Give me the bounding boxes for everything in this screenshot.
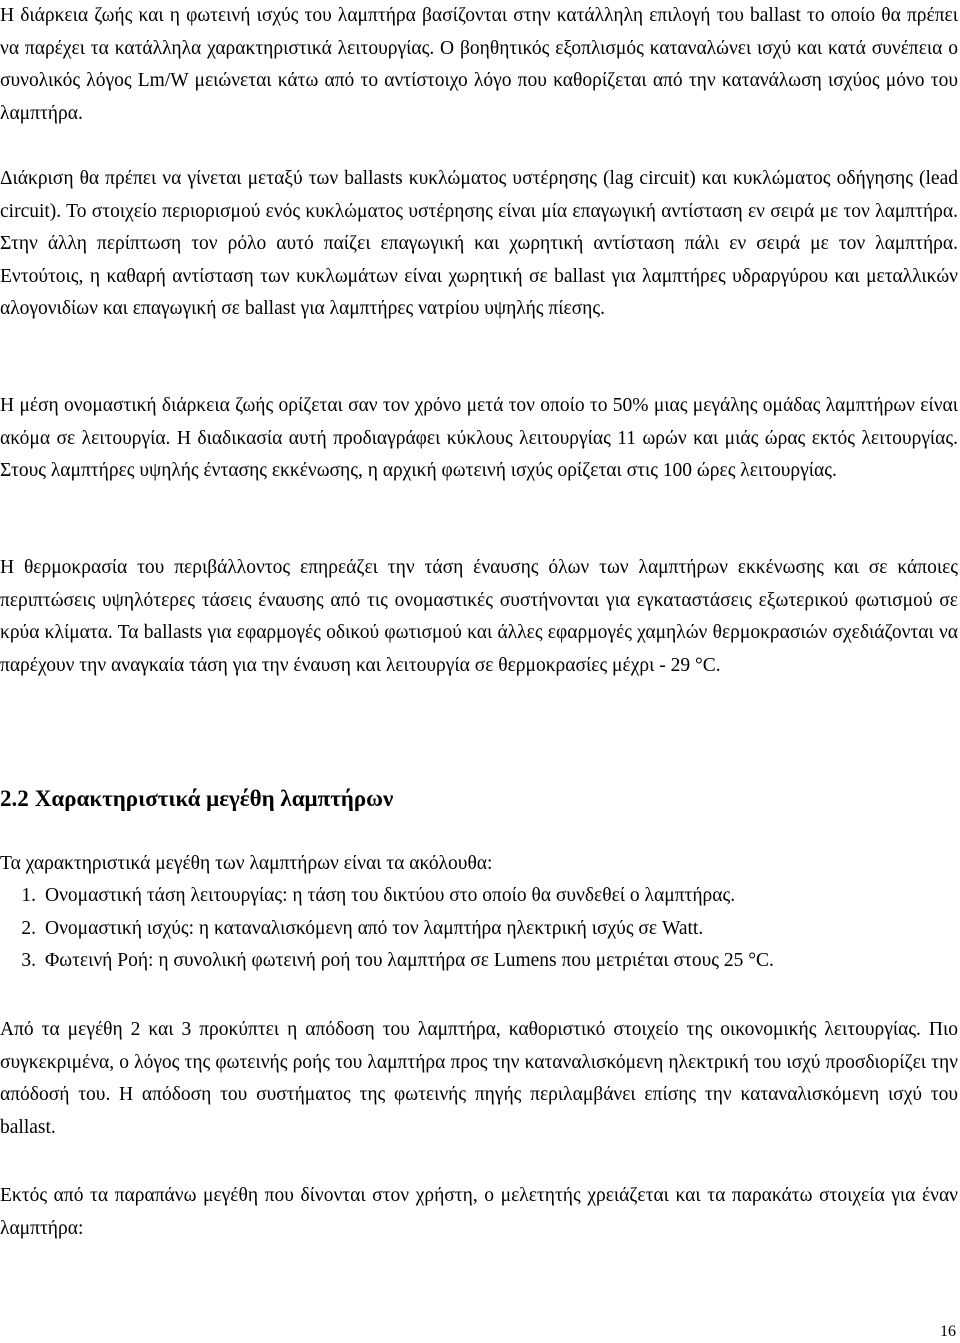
section-title: Χαρακτηριστικά μεγέθη λαμπτήρων <box>34 786 394 811</box>
characteristics-list <box>0 880 774 978</box>
paragraph-ambient-temperature: Η θερμοκρασία του περιβάλλοντος επηρεάζει την τάση έναυσης όλων των λαμπτήρων εκκένωσης και σε κάποιες περιπτώσεις υψηλότερες τάσεις έναυσης από τις ονομαστικές συστήνονται για εγκαταστάσεις εξωτερικού φωτισμού σε κρύα κλίματα. Τα ballasts για εφαρμογές οδικού φωτισμού και άλλες εφαρμογές χαμηλών θερμοκρασιών σχεδιάζονται να παρέχουν την αναγκαία τάση για την έναυση και λειτουργία σε θερμοκρασίες μέχρι - 29 °C. <box>0 557 958 676</box>
list-item-text: Ονομαστική τάση λειτουργίας: η τάση του δικτύου στο οποίο θα συνδεθεί ο λαμπτήρας. <box>45 885 736 906</box>
section-number: 2.2 <box>0 786 29 811</box>
list-intro: Τα χαρακτηριστικά μεγέθη των λαμπτήρων είναι τα ακόλουθα: <box>0 853 493 874</box>
section-heading <box>0 783 393 815</box>
paragraph-rated-life: Η μέση ονομαστική διάρκεια ζωής ορίζεται σαν τον χρόνο μετά τον οποίο το 50% μιας μεγάλης ομάδας λαμπτήρων είναι ακόμα σε λειτουργία. Η διαδικασία αυτή προδιαγράφει κύκλους λειτουργίας 11 ωρών και μιάς ώρας εκτός λειτουργίας. Στους λαμπτήρες υψηλής έντασης εκκένωσης, η αρχική φωτεινή ισχύς ορίζεται στις 100 ώρες λειτουργίας. <box>0 395 958 482</box>
list-item-text: Φωτεινή Ροή: η συνολική φωτεινή ροή του λαμπτήρα σε Lumens που μετριέται στους 25 °C. <box>45 950 774 971</box>
list-item <box>0 880 774 913</box>
paragraph-ballast-circuits: Διάκριση θα πρέπει να γίνεται μεταξύ των ballasts κυκλώματος υστέρησης (lag circuit) και κυκλώματος οδήγησης (lead circuit). Το στοιχείο περιορισμού ενός κυκλώματος υστέρησης είναι μία επαγωγική αντίσταση εν σειρά με τον λαμπτήρα. Στην άλλη περίπτωση τον ρόλο αυτό παίζει επαγωγική και χωρητική αντίσταση πάλι εν σειρά με τον λαμπτήρα. Εντούτοις, η καθαρή αντίσταση των κυκλωμάτων είναι χωρητική σε ballast για λαμπτήρες υδραργύρου και μεταλλικών αλογονιδίων και επαγωγική σε ballast για λαμπτήρες νατρίου υψηλής πίεσης. <box>0 168 958 320</box>
list-item-number: 1. <box>21 885 36 906</box>
list-item <box>0 913 774 946</box>
list-item-number: 3. <box>21 950 36 971</box>
page-number: 16 <box>940 1323 956 1340</box>
paragraph-lamp-life: Η διάρκεια ζωής και η φωτεινή ισχύς του λαμπτήρα βασίζονται στην κατάλληλη επιλογή του ballast το οποίο θα πρέπει να παρέχει τα κατάλληλα χαρακτηριστικά λειτουργίας. Ο βοηθητικός εξοπλισμός καταναλώνει ισχύ και κατά συνέπεια ο συνολικός λόγος Lm/W μειώνεται κάτω από το αντίστοιχο λόγο που καθορίζεται από την κατανάλωση ισχύος μόνο του λαμπτήρα. <box>0 5 958 124</box>
paragraph-closing: Εκτός από τα παραπάνω μεγέθη που δίνονται στον χρήστη, ο μελετητής χρειάζεται και τα παρακάτω στοιχεία για έναν λαμπτήρα: <box>0 1185 958 1239</box>
list-item-number: 2. <box>21 917 36 939</box>
list-item-text: Ονομαστική ισχύς: η καταναλισκόμενη από τον λαμπτήρα ηλεκτρική ισχύς σε Watt. <box>45 917 704 939</box>
paragraph-efficiency: Από τα μεγέθη 2 και 3 προκύπτει η απόδοση του λαμπτήρα, καθοριστικό στοιχείο της οικονομικής λειτουργίας. Πιο συγκεκριμένα, ο λόγος της φωτεινής ροής του λαμπτήρα προς την καταναλισκόμενη ηλεκτρική του ισχύ προσδιορίζει την απόδοσή του. Η απόδοση του συστήματος της φωτεινής πηγής περιλαμβάνει επίσης την καταναλισκόμενη ισχύ του ballast. <box>0 1019 958 1138</box>
list-item <box>0 945 774 978</box>
